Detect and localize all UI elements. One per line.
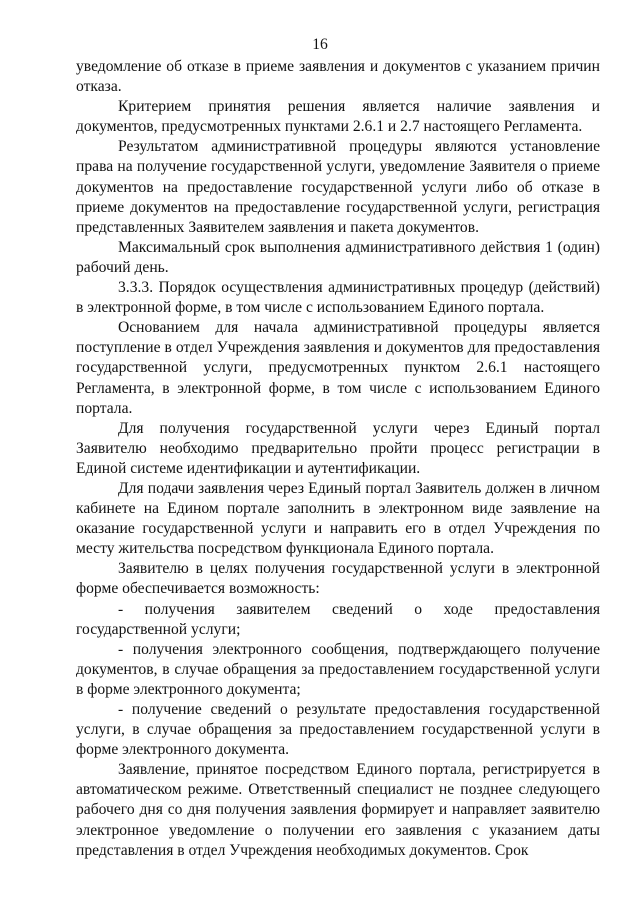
list-item-paragraph: - получение сведений о результате предоставления государственной услуги, в случае обращения за предоставлением государственной услуги в форме электронного документа. <box>76 701 600 759</box>
body-paragraph: Критерием принятия решения является наличие заявления и документов, предусмотренных пунктами 2.6.1 и 2.7 настоящего Регламента. <box>76 98 600 136</box>
body-paragraph: Результатом административной процедуры являются установление права на получение государственной услуги, уведомление Заявителя о приеме документов на предоставление государственной услуги либо об отказе в приеме документов на предоставление государственной услуги, регистрация представленных Заявителем заявления и пакета документов. <box>76 138 600 236</box>
list-item-paragraph: - получения электронного сообщения, подтверждающего получение документов, в случае обращения за предоставлением государственной услуги в форме электронного документа; <box>76 640 600 698</box>
body-paragraph: Основанием для начала административной процедуры является поступление в отдел Учреждения заявления и документов для предоставления государственной услуги, предусмотренных пунктом 2.6.1 настоящего Регламента, в электронной форме, в том числе с использованием Единого портала. <box>76 319 600 417</box>
body-paragraph: 3.3.3. Порядок осуществления административных процедур (действий) в электронной форме, в том числе с использованием Единого портала. <box>76 279 600 317</box>
body-paragraph: Для подачи заявления через Единый портал Заявитель должен в личном кабинете на Едином портале заполнить в электронном виде заявление на оказание государственной услуги и направить его в отдел Учреждения по месту жительства посредством функционала Единого портала. <box>76 479 600 558</box>
body-paragraph: Заявление, принятое посредством Единого портала, регистрируется в автоматическом режиме. Ответственный специалист не позднее следующего рабочего дня со дня получения заявления формирует и направляет заявителю электронное уведомление о получении его заявления с указанием даты представления в отдел Учреждения необходимых документов. Срок <box>76 761 600 859</box>
document-body <box>76 57 600 861</box>
body-paragraph: Заявителю в целях получения государственной услуги в электронной форме обеспечивается возможность: <box>76 560 600 598</box>
list-item-paragraph: - получения заявителем сведений о ходе предоставления государственной услуги; <box>76 600 600 638</box>
body-paragraph: Для получения государственной услуги через Единый портал Заявителю необходимо предварительно пройти процесс регистрации в Единой системе идентификации и аутентификации. <box>76 419 600 477</box>
body-paragraph: Максимальный срок выполнения административного действия 1 (один) рабочий день. <box>76 238 600 276</box>
body-paragraph: уведомление об отказе в приеме заявления и документов с указанием причин отказа. <box>76 58 600 96</box>
page-number: 16 <box>312 36 328 53</box>
